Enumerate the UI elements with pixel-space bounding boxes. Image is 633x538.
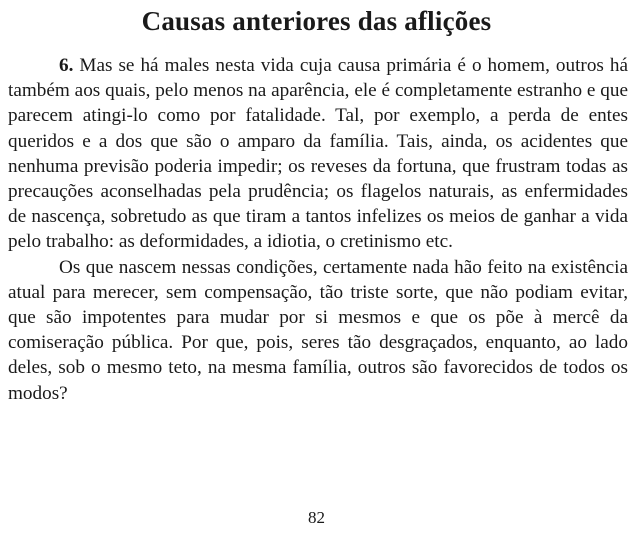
paragraph-text: Os que nascem nessas condições, certamente nada hão feito na existência atual para merecer, sem compensação, tão triste sorte, que não podiam evitar, que são impotentes para mudar por si mesmos e que os põe à mercê da comiseração pública. Por que, pois, seres tão desgraçados, enquanto, ao lado deles, sob o mesmo teto, na mesma família, outros são favorecidos de todos os modos? [8, 256, 628, 404]
paragraph-text: Mas se há males nesta vida cuja causa primária é o homem, outros há também aos quais, pelo menos na aparência, ele é completamente estranho e que parecem atingi-lo como por fatalidade. Tal, por exemplo, a perda de entes queridos e a dos que são o amparo da família. Tais, ainda, os acidentes que nenhuma previsão poderia impedir; os reveses da fortuna, que frustram todas as precauções aconselhadas pela prudência; os flagelos naturais, as enfermidades de nascença, sobretudo as que tiram a tantos infelizes os meios de ganhar a vida pelo trabalho: as deformidades, a idiotia, o cretinismo etc. [8, 55, 629, 253]
page-title: Causas anteriores das aflições [141, 6, 492, 36]
paragraph-6 [8, 53, 628, 255]
paragraph-continuation [8, 255, 628, 406]
body-text [8, 53, 628, 406]
page-number: 82 [308, 508, 325, 527]
paragraph-number: 6. [59, 55, 74, 76]
